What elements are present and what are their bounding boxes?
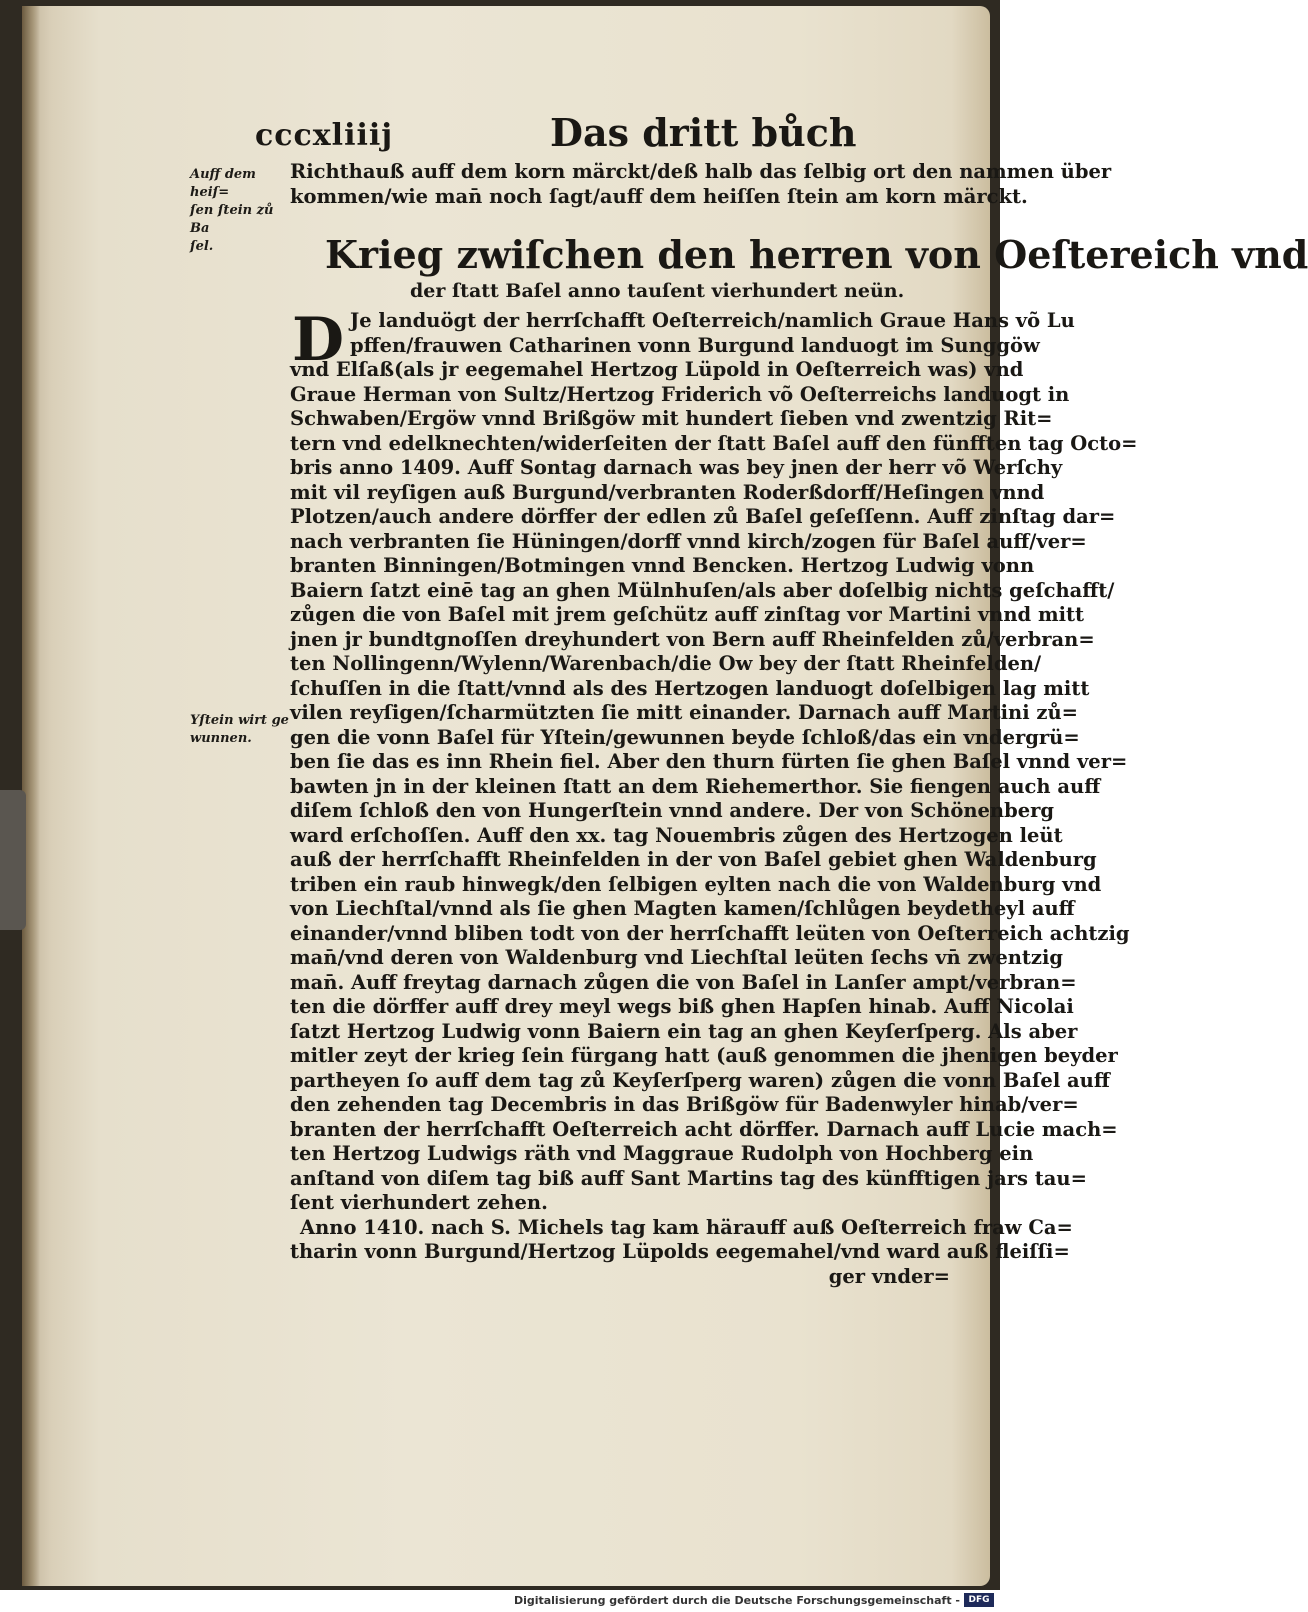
text-line: einander/vnnd bliben todt von der herrſchafft leüten von Oeſterreich achtzig [290,921,1130,945]
text-line: gen die vonn Baſel für Yſtein/gewunnen beyde ſchloß/das ein vndergrü= [290,725,1080,749]
text-line: branten Binningen/Botmingen vnnd Bencken. Hertzog Ludwig vonn [290,554,1035,577]
text-line: Schwaben/Ergöw vnnd Brißgöw mit hundert ſieben vnd zwentzig Rit= [290,407,1053,430]
text-line: tharin vonn Burgund/Hertzog Lüpolds eegemahel/vnd ward auß fleiſſi= [290,1240,1070,1263]
text-line: triben ein raub hinwegk/den ſelbigen eylten nach die von Waldenburg vnd [290,872,1102,896]
text-line: bawten jn in der kleinen ſtatt an dem Riehemerthor. Sie fiengen auch auff [290,774,1101,798]
dfg-logo-icon: DFG [964,1593,994,1607]
text-line: ſent vierhundert zehen. [290,1191,548,1214]
text-line: ben ſie das es inn Rhein fiel. Aber den thurn fürten ſie ghen Baſel vnnd ver= [290,750,1128,773]
text-line: partheyen ſo auff dem tag zů Keyſerſperg waren) zůgen die vonn Baſel auff [290,1068,1110,1092]
text-line: mitler zeyt der krieg ſein fürgang hatt (auß genommen die jhenigen beyder [290,1044,1118,1067]
text-line: ten die dörffer auff drey meyl wegs biß ghen Hapſen hinab. Auff Nicolai [290,995,1074,1018]
intro-text [290,160,1112,209]
text-line: Plotzen/auch andere dörffer der edlen zů Baſel geſeſſenn. Auff zinſtag dar= [290,505,1116,528]
text-line: Richthauß auff dem korn märckt/deß halb das ſelbig ort den nammen über [290,160,1112,183]
chapter-subtitle: der ſtatt Baſel anno tauſent vierhundert neün. [410,280,905,302]
text-line: anſtand von diſem tag biß auff Sant Martins tag des künfftigen jars tau= [290,1166,1087,1190]
page-header [0,106,1000,166]
text-line: mit vil reyſigen auß Burgund/verbranten Roderßdorff/Heſingen vnnd [290,480,1045,504]
margin-note: Auff dem heiſ= ſen ſtein zů Ba ſel. [190,167,274,254]
text-line: Je landuögt der herrſchafft Oeſterreich/namlich Graue Hans võ Lu [350,309,1075,332]
text-line: Anno 1410. nach S. Michels tag kam härauff auß Oeſterreich fraw Ca= [300,1215,1073,1239]
text-line: diſem ſchloß den von Hungerſtein vnnd andere. Der von Schönenberg [290,799,1055,822]
text-line: man̄. Auff freytag darnach zůgen die von Baſel in Lanſer ampt/verbran= [290,970,1077,994]
text-line: ten Hertzog Ludwigs räth vnd Maggraue Rudolph von Hochberg ein [290,1142,1034,1165]
text-line: ſatzt Hertzog Ludwig vonn Baiern ein tag an ghen Keyſerſperg. Als aber [290,1019,1078,1043]
text-line: Baiern ſatzt einē tag an ghen Mülnhuſen/als aber doſelbig nichts geſchafft/ [290,578,1115,602]
text-line: bris anno 1409. Auff Sontag darnach was bey jnen der herr võ Werſchy [290,456,1063,479]
text-line: man̄/vnd deren von Waldenburg vnd Liechſtal leüten ſechs vn̄ zwentzig [290,946,1064,969]
footer-credit: Digitalisierung gefördert durch die Deutsche Forschungsgemeinschaft - [513,1594,960,1607]
text-line: tern vnd edelknechten/widerſeiten der ſtatt Baſel auff den fünfften tag Octo= [290,431,1138,455]
folio-number: cccxliiij [255,118,394,153]
text-line: Graue Herman von Sultz/Hertzog Friderich võ Oeſterreichs landuogt in [290,382,1070,406]
book-clasp [0,790,26,930]
text-line: auß der herrſchafft Rheinfelden in der von Baſel gebiet ghen Waldenburg [290,848,1097,871]
text-line: kommen/wie man̄ noch ſagt/auff dem heiſſen ſtein am korn märckt. [290,184,1028,208]
running-title: Das dritt bůch [550,110,857,155]
text-line: ten Nollingenn/Wylenn/Warenbach/die Ow bey der ſtatt Rheinfelden/ [290,652,1042,675]
text-line: ſchuſſen in die ſtatt/vnnd als des Hertzogen landuogt doſelbigen lag mitt [290,676,1090,700]
catchword: ger vnder= [828,1264,950,1288]
text-line: branten der herrſchafft Oeſterreich acht dörffer. Darnach auff Lucie mach= [290,1117,1118,1141]
text-line: vilen reyſigen/ſcharmützten ſie mitt einander. Darnach auff Martini zů= [290,701,1078,724]
body-text [290,305,1138,1289]
text-line: von Liechſtal/vnnd als ſie ghen Magten kamen/ſchlůgen beydetheyl auff [290,897,1075,920]
text-line: zůgen die von Baſel mit jrem geſchütz auff zinſtag vor Martini vnnd mitt [290,603,1084,626]
digitization-footer [0,1590,1000,1612]
text-line: ward erſchoſſen. Auff den xx. tag Nouembris zůgen des Hertzogen leüt [290,823,1063,847]
text-line: den zehenden tag Decembris in das Brißgöw für Badenwyler hinab/ver= [290,1093,1079,1116]
margin-note: Yſtein wirt ge wunnen. [190,713,289,746]
text-line: vnd Elſaß(als jr eegemahel Hertzog Lüpold in Oeſterreich was) vnd [290,358,1024,381]
text-line: pffen/frauwen Catharinen vonn Burgund landuogt im Sunggöw [350,333,1040,357]
chapter-title: Krieg zwiſchen den herren von Oeſtereich vnd [325,232,1308,277]
text-line: nach verbranten ſie Hüningen/dorff vnnd kirch/zogen für Baſel auff/ver= [290,529,1087,553]
text-line: jnen jr bundtgnoſſen dreyhundert von Bern auff Rheinfelden zů/verbran= [290,627,1095,651]
drop-cap-initial: D [291,305,345,375]
